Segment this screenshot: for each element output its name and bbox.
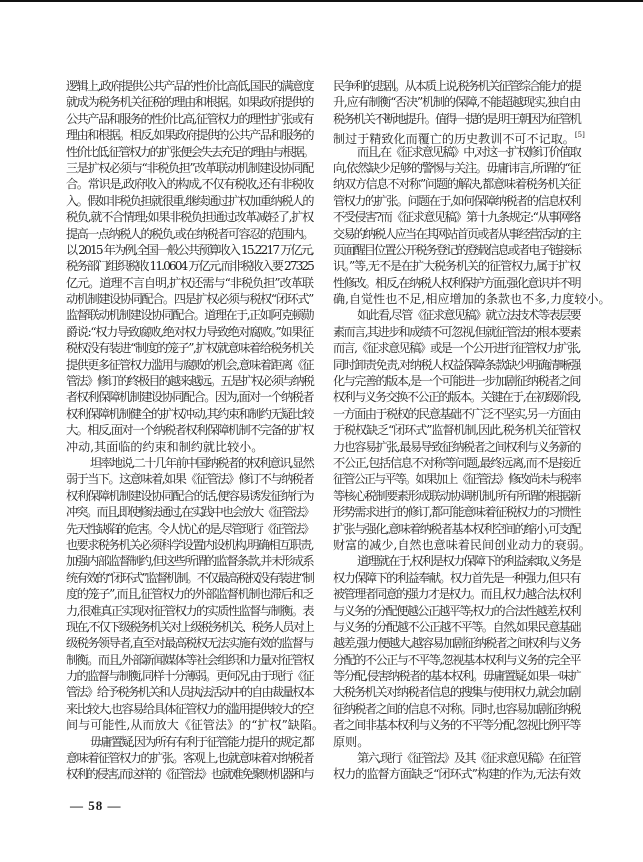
- text-line: [333, 226, 580, 242]
- text-line-content: 间与可能性,从而放大《征管法》的“扩权”缺陷。: [66, 718, 325, 733]
- text-line-content: 力的监督与制衡,同样十分薄弱。更何况,由于现行《征: [66, 669, 313, 684]
- text-line-content: 不公正,包括信息不对称等问题,最终远离,而不是接近: [333, 455, 580, 470]
- text-line: [66, 439, 313, 455]
- text-line: [333, 78, 580, 94]
- text-line-content: 管法》给予税务机关和人员执法活动中的自由裁量权本: [66, 685, 313, 700]
- text-line: [66, 635, 313, 651]
- text-line: [333, 422, 580, 438]
- text-line: [66, 521, 313, 537]
- paragraph: [333, 144, 611, 308]
- paragraph: [66, 78, 313, 455]
- page-number: — 58 —: [70, 798, 122, 813]
- text-line: [333, 586, 580, 602]
- text-line-content: 与义务的分配便越公正越平等;权力的合法性越差,权利: [333, 603, 580, 618]
- text-line-content: 冲突。而且,即使修法通过,在实践中也会放大《征管法》: [66, 505, 313, 520]
- text-line-content: 性价比低,征管权力的扩张便会失去充足的理由与根据。: [66, 144, 313, 159]
- text-line: [333, 766, 580, 782]
- right-column: [333, 78, 611, 783]
- text-line: [333, 340, 580, 356]
- text-line: [333, 471, 580, 487]
- text-line: [333, 258, 580, 274]
- text-line: [333, 144, 580, 160]
- text-line-content: 意味着征管权力的扩张。客观上,也就意味着对纳税者: [66, 751, 313, 766]
- text-line-content: 于税权缺乏“闭环式”监督机制,因此,税务机关征管权: [333, 423, 580, 438]
- text-line: [66, 160, 313, 176]
- text-line: [333, 389, 580, 405]
- text-line: [66, 324, 313, 340]
- left-column: [66, 78, 325, 783]
- text-line: [333, 619, 580, 635]
- text-line-content: 提高一点纳税人的税负,或在纳税者可容忍的范围内。: [66, 226, 313, 241]
- text-line-content: 三是扩权必须与“非税负担”改革联动机制建设协同配: [66, 160, 313, 175]
- text-line: [66, 652, 313, 668]
- text-line-content: 就成为税务机关征税的理由和根据。如果政府提供的: [66, 95, 313, 110]
- text-line-content: 弱于当下。这意味着,如果《征管法》修订不与纳税者: [66, 472, 313, 487]
- text-line-content: 先天性缺陷的危害。令人忧心的是,尽管现行《征管法》: [66, 521, 313, 536]
- text-line: [333, 307, 580, 323]
- text-line-content: 制衡。而且,外部新闻媒体等社会组织和力量对征管权: [66, 652, 313, 667]
- text-line: [66, 488, 313, 504]
- text-line: [66, 717, 325, 733]
- text-line-content: 确,自觉性也不足,相应增加的条款也不多,力度较小。: [333, 292, 611, 307]
- text-line-content: 越差,强力便越大,越容易加剧征纳税者之间权利与义务: [333, 636, 580, 651]
- text-line-content: 不受侵害?而《征求意见稿》第十九条规定:“从事网络: [333, 210, 580, 225]
- text-line-content: 动机制建设协同配合。四是扩权必须与税权“闭环式”: [66, 292, 313, 307]
- text-line: [66, 766, 313, 782]
- text-line-content: 监督联动机制建设协同配合。道理在于,正如阿克顿勋: [66, 308, 313, 323]
- text-line: [333, 553, 580, 569]
- text-line-content: 者之间非基本权利与义务的不平等分配,忽视比例平等: [333, 718, 580, 733]
- text-line-content: 公共产品和服务的性价比高,征管权力的理性扩张或有: [66, 111, 313, 126]
- text-line-content: 而言,《征求意见稿》或是一个公开进行征管权力扩张,: [333, 341, 580, 356]
- text-line-content: 权利保障机制建设协同配合的话,便容易诱发征纳行为: [66, 488, 313, 503]
- text-line-content: 毋庸置疑,因为所有有利于征管能力提升的规定,都: [90, 734, 313, 749]
- text-line-content: 税务机关不断地提升。值得一提的是,明王朝因为征管机: [333, 111, 580, 126]
- text-line: [333, 701, 580, 717]
- text-line: [66, 127, 313, 143]
- text-line-content: 向,依然缺少足够的警惕与关注。毋庸讳言,所谓的“征: [333, 160, 580, 175]
- text-line-content: 民争利的悲剧。从本质上说,税务机关征管综合能力的提: [333, 79, 580, 93]
- text-line: [333, 684, 580, 700]
- text-line: [333, 127, 585, 147]
- text-line-content: 升,应有制衡“否决”机制的保障,不能超越现实,独自由: [333, 95, 580, 110]
- text-line-content: 管法》修订的终极目的越来越远。五是扩权必须与纳税: [66, 374, 313, 389]
- text-line: [333, 652, 580, 668]
- text-line: [333, 521, 580, 537]
- text-line: [333, 193, 580, 209]
- text-line-content: 性修改。相反,在纳税人权利保护方面,强化意识并不明: [333, 275, 580, 290]
- text-line-content: 被管理者同意的强力才是权力。而且,权力越合法,权利: [333, 587, 580, 602]
- text-line-content: 合。常识是,政府收入的构成,不仅有税收,还有非税收: [66, 177, 313, 192]
- text-line: [333, 209, 580, 225]
- text-line: [66, 553, 313, 569]
- text-line: [66, 668, 313, 684]
- text-line: [333, 357, 580, 373]
- text-line-content: 等核心税制要素形成联动协调机制,所有所谓的根据新: [333, 488, 580, 503]
- text-line: [333, 504, 580, 520]
- text-line-content: 大税务机关对纳税者信息的搜集与使用权力,就会加剧: [333, 685, 580, 700]
- text-line: [333, 406, 580, 422]
- text-line: [333, 111, 580, 127]
- text-line-content: 原则。: [333, 734, 370, 749]
- text-line-content: 管权力的扩张。问题在于,如何保障纳税者的信息权利: [333, 193, 580, 208]
- text-line: [333, 176, 580, 192]
- text-line: [66, 209, 313, 225]
- text-line-content: 现在,不仅下级税务机关对上级税务机关、税务人员对上: [66, 619, 313, 634]
- text-line: [66, 684, 313, 700]
- text-line: [333, 734, 580, 750]
- text-line-content: 而且,在《征求意见稿》中,对这一扩权修订价值取: [357, 144, 580, 159]
- text-line-content: 素而言,其进步和成绩不可忽视,但就征管法的根本要素: [333, 324, 580, 339]
- text-line-content: 提供更多征管权力滥用与腐败的机会,意味着距离《征: [66, 357, 313, 372]
- text-line: [66, 258, 313, 274]
- text-line-content: 入。假如非税负担就很重,继续通过扩权加重纳税人的: [66, 193, 313, 208]
- paragraph: [66, 455, 325, 734]
- text-line: [333, 488, 580, 504]
- text-line: [66, 357, 313, 373]
- text-line-content: 纳双方信息不对称”问题的解决,都意味着税务机关征: [333, 177, 580, 192]
- text-line: [66, 307, 313, 323]
- text-line: [66, 455, 313, 471]
- footnote-reference: [5]: [574, 131, 585, 140]
- text-line: [66, 78, 313, 94]
- text-line: [66, 537, 313, 553]
- top-border-rule: [0, 0, 643, 2]
- text-line-content: 度的笼子”,而且,征管权力的外部监督机制也滞后和乏: [66, 587, 313, 602]
- text-line: [66, 422, 313, 438]
- text-line: [66, 570, 313, 586]
- text-line: [333, 570, 580, 586]
- text-line: [333, 439, 580, 455]
- text-line: [333, 750, 580, 766]
- text-line-content: 识。”等,无不是在扩大税务机关的征管权力,属于扩权: [333, 259, 580, 274]
- text-line-content: 交易的纳税人应当在其网站首页或者从事经营活动的主: [333, 226, 580, 241]
- text-line: [333, 242, 580, 258]
- text-line-content: 也要求税务机关必须科学设置内设机构,明确相互职责,: [66, 537, 313, 552]
- text-line: [66, 94, 313, 110]
- text-line-content: 来比较大,也容易给具体征管权力的滥用提供较大的空: [66, 701, 313, 716]
- text-line: [66, 734, 313, 750]
- text-line: [333, 324, 580, 340]
- text-line-content: 者权利保障机制建设协同配合。因为,面对一个纳税者: [66, 390, 313, 405]
- text-line-content: 统有效的“闭环式”监督机制。不仅最高税权没有装进“制: [66, 570, 313, 585]
- text-line-content: 制过于精致化而覆亡的历史教训不可不记取。: [333, 132, 575, 147]
- text-line: [66, 144, 313, 160]
- text-line-content: 第六,现行《征管法》及其《征求意见稿》在征管: [357, 751, 580, 766]
- text-line: [66, 340, 313, 356]
- text-line-content: 权力的监督方面缺乏“闭环式”构建的作为,无法有效: [333, 767, 580, 782]
- text-line-content: 化与完善的版本,是一个可能进一步加剧征纳税者之间: [333, 374, 580, 389]
- text-line-content: 以 2015 年为例,全国一般公共预算收入 15.2217 万亿元,: [66, 242, 313, 257]
- text-line-content: 加强内部监督制约,但这些所谓的监督条款,并未形成系: [66, 554, 313, 569]
- text-line-content: 权力保障下的利益奉献。权力首先是一种强力,但只有: [333, 570, 580, 585]
- text-line-content: 征纳税者之间的信息不对称。同时,也容易加剧征纳税: [333, 701, 580, 716]
- text-line-content: 税务部门组织税收 11.0604 万亿元,而非税收入要 27325: [66, 259, 313, 274]
- text-line: [66, 111, 313, 127]
- paragraph: [333, 78, 585, 147]
- text-line-content: 爵说:“权力导致腐败,绝对权力导致绝对腐败。”如果征: [66, 324, 313, 339]
- text-line-content: 坦率地说,二十几年前中国纳税者的权利意识,显然: [90, 455, 313, 470]
- text-line-content: 等分配,侵害纳税者的基本权利。毋庸置疑,如果一味扩: [333, 669, 580, 684]
- text-line: [333, 275, 580, 291]
- text-line: [66, 242, 313, 258]
- text-line: [66, 504, 313, 520]
- text-line-content: 税权没有装进“制度的笼子”,扩权就意味着给税务机关: [66, 341, 313, 356]
- text-line-content: 征管公正与平等。如果加上《征管法》修改尚未与税率: [333, 472, 580, 487]
- text-line: [333, 635, 580, 651]
- text-line-content: 分配的不公正与不平等,忽视基本权利与义务的完全平: [333, 652, 580, 667]
- text-line: [333, 668, 580, 684]
- text-line: [333, 537, 591, 553]
- text-line-content: 扩张与强化,意味着纳税者基本权利空间的缩小,可支配: [333, 521, 580, 536]
- text-line: [333, 717, 580, 733]
- text-line: [66, 586, 313, 602]
- text-line: [66, 603, 313, 619]
- text-line-content: 力,很难真正实现对征管权力的实质性监督与制衡。表: [66, 603, 313, 618]
- text-line: [66, 193, 313, 209]
- text-line: [333, 455, 580, 471]
- text-line: [66, 389, 313, 405]
- text-line-content: 冲动,其面临的约束和制约就比较小。: [66, 439, 264, 454]
- text-line-content: 同时卸责免责,对纳税人权益保障条款缺少明确清晰强: [333, 357, 580, 372]
- text-line-content: 道理就在于,权利是权力保障下的利益索取,义务是: [357, 554, 580, 569]
- text-line-content: 逻辑上,政府提供公共产品的性价比高低,国民的满意度: [66, 79, 313, 93]
- text-line-content: 权利保障机制健全的扩权冲动,其约束和制约无疑比较: [66, 406, 313, 421]
- text-line-content: 与义务的分配越不公正越不平等。自然,如果民意基础: [333, 619, 580, 634]
- text-line: [66, 373, 313, 389]
- paragraph: [333, 553, 580, 750]
- text-line-content: 级税务领导者,直至对最高税权无法实施有效的监督与: [66, 636, 313, 651]
- text-line-content: 大。相反,面对一个纳税者权利保障机制不完备的扩权: [66, 423, 313, 438]
- text-line: [333, 291, 611, 307]
- text-line-content: 形势需求进行的修订,都可能意味着征税权力的习惯性: [333, 505, 580, 520]
- paragraph: [66, 734, 313, 783]
- text-line-content: 页面醒目位置公开税务登记的登载信息或者电子链接标: [333, 242, 580, 257]
- text-line: [66, 291, 313, 307]
- paragraph: [333, 307, 591, 553]
- text-line-content: 税负,就不合情理;如果非税负担通过改革减轻了,扩权: [66, 210, 313, 225]
- text-line-content: 力也容易扩张,最易导致征纳税者之间权利与义务新的: [333, 439, 580, 454]
- text-line: [66, 176, 313, 192]
- text-line: [66, 701, 313, 717]
- text-line: [333, 373, 580, 389]
- text-line-content: 权利的侵害,而这样的《征管法》也就难免聚财机器和与: [66, 767, 313, 782]
- text-line-content: 权利与义务交换不公正的版本。关键在于,在初级阶段,: [333, 390, 580, 405]
- text-line-content: 亿元。道理不言自明,扩权还需与“非税负担”改革联: [66, 275, 313, 290]
- text-line: [333, 94, 580, 110]
- text-line: [66, 750, 313, 766]
- text-line: [333, 160, 580, 176]
- text-line: [66, 275, 313, 291]
- text-line-content: 一方面由于税权的民意基础不广泛不坚实,另一方面由: [333, 406, 580, 421]
- text-line-content: 理由和根据。相反,如果政府提供的公共产品和服务的: [66, 128, 313, 143]
- text-line: [66, 226, 313, 242]
- text-line-content: 如此看,尽管《征求意见稿》就立法技术等表层要: [357, 308, 580, 323]
- paragraph: [333, 750, 580, 783]
- text-line: [66, 471, 313, 487]
- text-line: [66, 619, 313, 635]
- text-line: [66, 406, 313, 422]
- text-line: [333, 603, 580, 619]
- text-line-content: 财富的减少,自然也意味着民间创业动力的衰弱。: [333, 537, 591, 552]
